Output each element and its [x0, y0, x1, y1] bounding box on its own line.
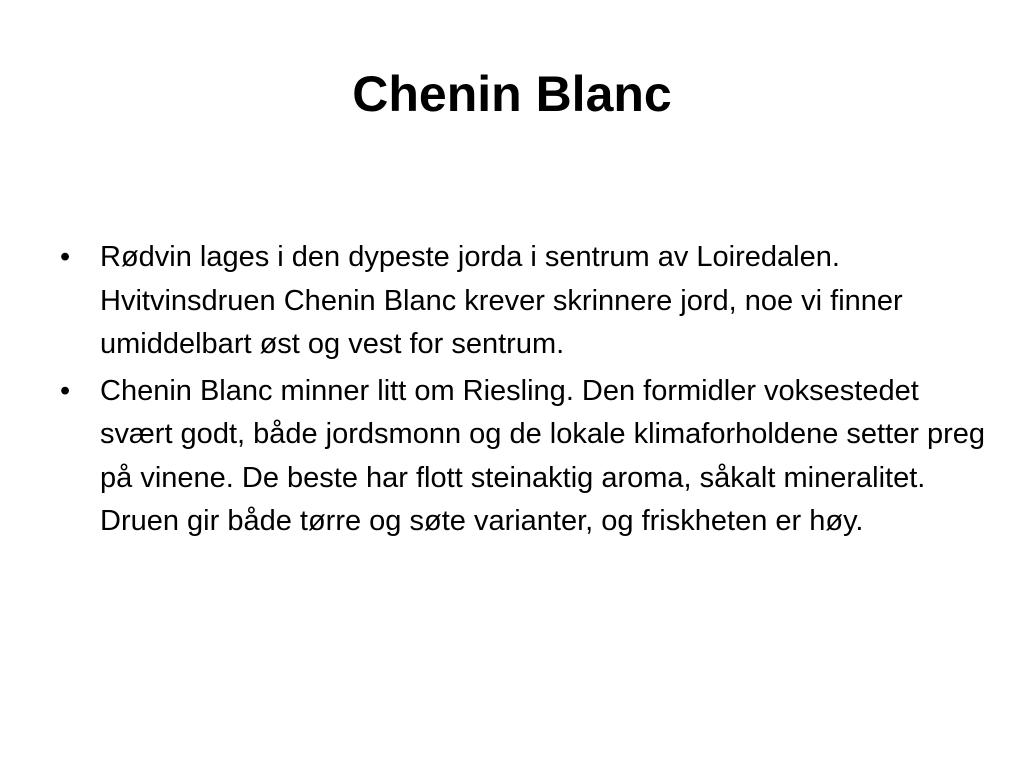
bullet-text: Chenin Blanc minner litt om Riesling. Den formidler voksestedet svært godt, både jordsmonn og de lokale klimaforholdene setter preg på vinene. De beste har flott steinaktig aroma, såkalt mineralitet. Druen gir både tørre og søte varianter, og friskheten er høy. [100, 374, 986, 537]
list-item [56, 236, 986, 367]
slide-title: Chenin Blanc [352, 66, 672, 122]
bullet-icon: • [60, 241, 71, 273]
bullet-text: Rødvin lages i den dypeste jorda i sentrum av Loiredalen. Hvitvinsdruen Chenin Blanc krever skrinnere jord, noe vi finner umiddelbart øst og vest for sentrum. [100, 241, 903, 360]
bullet-icon: • [60, 374, 71, 407]
bullet-list [56, 236, 986, 547]
list-item [56, 370, 986, 544]
